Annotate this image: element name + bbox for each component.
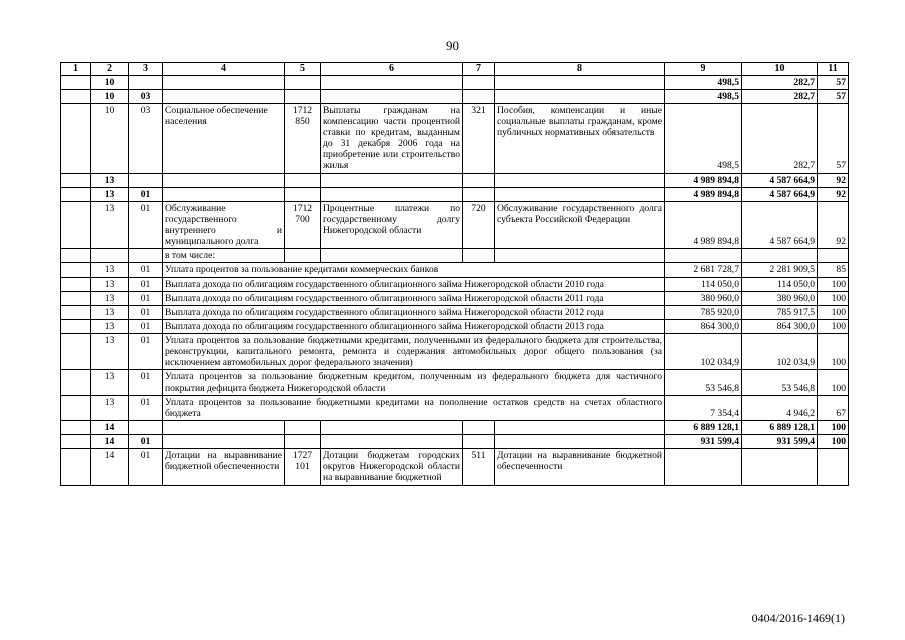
cell-fact: 2 281 909,5 [742,263,818,277]
cell-subsection: 01 [129,277,163,291]
cell-code: 1712 850 [285,103,321,173]
cell-subsection: 03 [129,89,163,103]
cell-plan: 2 681 728,7 [665,263,742,277]
col-header: 6 [321,63,463,76]
cell-description: Выплата дохода по облигациям государственного облигационного займа Нижегородской области 2013 года [163,319,665,333]
cell-type-code: 321 [463,103,495,173]
cell-subsection: 01 [129,435,163,449]
cell-section: 13 [91,187,129,201]
cell-expense-item: Дотации бюджетам городских округов Нижегородской области на выравнивание бюджетной [321,449,463,485]
cell-fact: 931 599,4 [742,435,818,449]
cell-section: 13 [91,319,129,333]
cell-section: 14 [91,420,129,434]
cell-section: 14 [91,435,129,449]
cell-section: 13 [91,173,129,187]
cell-code: 1712 700 [285,201,321,249]
table-row [61,277,849,291]
cell-percent: 57 [818,103,849,173]
cell-fact: 53 546,8 [742,370,818,395]
cell-program: Дотации на выравнивание бюджетной обеспеченности [163,449,285,485]
cell-expense-item: Процентные платежи по государственному долгу Нижегородской области [321,201,463,249]
cell-section: 13 [91,201,129,249]
cell-plan: 53 546,8 [665,370,742,395]
cell-type-name: Дотации на выравнивание бюджетной обеспеченности [495,449,665,485]
cell-fact: 785 917,5 [742,305,818,319]
cell-expense-item: Выплаты гражданам на компенсацию части процентной ставки по кредитам, выданным до 31 декабря 2006 года на приобретение или строительство жилья [321,103,463,173]
col-header: 7 [463,63,495,76]
cell-description: Выплата дохода по облигациям государственного облигационного займа Нижегородской области 2012 года [163,305,665,319]
cell-percent: 92 [818,187,849,201]
cell-subsection: 01 [129,291,163,305]
cell-subsection: 01 [129,187,163,201]
cell-plan: 785 920,0 [665,305,742,319]
cell-section: 13 [91,305,129,319]
col-header: 3 [129,63,163,76]
cell-section: 14 [91,449,129,485]
table-row [61,420,849,434]
cell-fact: 4 587 664,9 [742,187,818,201]
cell-percent: 100 [818,420,849,434]
budget-table [60,62,849,486]
cell-fact: 4 587 664,9 [742,173,818,187]
cell-description: Выплата дохода по облигациям государственного облигационного займа Нижегородской области 2010 года [163,277,665,291]
cell-section: 10 [91,75,129,89]
table-row [61,319,849,333]
table-row [61,435,849,449]
cell-fact: 102 034,9 [742,334,818,370]
col-header: 2 [91,63,129,76]
cell-plan: 498,5 [665,103,742,173]
cell-type-name: Обслуживание государственного долга субъекта Российской Федерации [495,201,665,249]
cell-percent: 92 [818,201,849,249]
cell-fact: 114 050,0 [742,277,818,291]
cell-subsection: 01 [129,449,163,485]
table-row [61,263,849,277]
header-row [61,63,849,76]
cell-percent: 100 [818,334,849,370]
cell-plan: 498,5 [665,89,742,103]
cell-description: Выплата дохода по облигациям государственного облигационного займа Нижегородской области 2011 года [163,291,665,305]
cell-section: 13 [91,291,129,305]
table-row [61,249,849,263]
cell-percent: 100 [818,305,849,319]
cell-plan: 498,5 [665,75,742,89]
cell-section: 13 [91,277,129,291]
cell-plan: 4 989 894,8 [665,173,742,187]
col-header: 10 [742,63,818,76]
cell-plan: 931 599,4 [665,435,742,449]
cell-section: 13 [91,370,129,395]
col-header: 4 [163,63,285,76]
page-number: 90 [446,38,459,53]
cell-description: Уплата процентов за пользование кредитами коммерческих банков [163,263,665,277]
cell-subsection: 01 [129,263,163,277]
cell-fact: 4 587 664,9 [742,201,818,249]
table-row [61,370,849,395]
cell-including-label: в том числе: [163,249,285,263]
cell-description: Уплата процентов за пользование бюджетными кредитами на пополнение остатков средств на счетах областного бюджета [163,395,665,420]
cell-plan: 4 989 894,8 [665,201,742,249]
cell-plan: 4 989 894,8 [665,187,742,201]
cell-description: Уплата процентов за пользование бюджетным кредитом, полученным из федерального бюджета для частичного покрытия дефицита бюджета Нижегородской области [163,370,665,395]
table-row [61,449,849,485]
cell-subsection: 01 [129,201,163,249]
table-row [61,89,849,103]
cell-type-name: Пособия, компенсации и иные социальные выплаты гражданам, кроме публичных нормативных обязательств [495,103,665,173]
cell-fact: 864 300,0 [742,319,818,333]
cell-percent: 100 [818,370,849,395]
cell-percent: 100 [818,435,849,449]
cell-percent: 100 [818,277,849,291]
table-row [61,187,849,201]
cell-section: 13 [91,395,129,420]
cell-fact: 282,7 [742,89,818,103]
col-header: 1 [61,63,91,76]
cell-percent: 100 [818,291,849,305]
col-header: 8 [495,63,665,76]
cell-subsection: 01 [129,319,163,333]
cell-plan: 114 050,0 [665,277,742,291]
cell-subsection: 01 [129,395,163,420]
cell-program: Социальное обеспечение населения [163,103,285,173]
table-row [61,305,849,319]
cell-description: Уплата процентов за пользование бюджетными кредитами, полученными из федерального бюджета для строительства, реконструкции, капитального ремонта, ремонта и содержания автомобильных дорог общего пользования (за исключением автомобильных дорог федерального значения) [163,334,665,370]
cell-fact: 6 889 128,1 [742,420,818,434]
table-row [61,395,849,420]
cell-subsection: 01 [129,305,163,319]
cell-plan: 6 889 128,1 [665,420,742,434]
cell-percent: 100 [818,319,849,333]
cell-subsection: 03 [129,103,163,173]
cell-percent: 85 [818,263,849,277]
cell-plan: 864 300,0 [665,319,742,333]
cell-fact: 282,7 [742,103,818,173]
cell-section: 13 [91,263,129,277]
cell-percent: 57 [818,75,849,89]
cell-code: 1727 101 [285,449,321,485]
table-row [61,201,849,249]
cell-section: 10 [91,89,129,103]
document-number: 0404/2016-1469(1) [751,611,845,625]
col-header: 9 [665,63,742,76]
cell-fact: 380 960,0 [742,291,818,305]
table-row [61,75,849,89]
cell-section: 10 [91,103,129,173]
cell-section: 13 [91,334,129,370]
col-header: 5 [285,63,321,76]
cell-plan: 380 960,0 [665,291,742,305]
cell-subsection: 01 [129,334,163,370]
cell-fact: 4 946,2 [742,395,818,420]
cell-subsection: 01 [129,370,163,395]
col-header: 11 [818,63,849,76]
table-row [61,334,849,370]
cell-fact: 282,7 [742,75,818,89]
table-row [61,103,849,173]
cell-percent: 57 [818,89,849,103]
cell-type-code: 720 [463,201,495,249]
cell-plan: 7 354,4 [665,395,742,420]
cell-plan: 102 034,9 [665,334,742,370]
table-row [61,173,849,187]
cell-percent: 67 [818,395,849,420]
cell-type-code: 511 [463,449,495,485]
table-row [61,291,849,305]
cell-program: Обслуживание государственного внутреннего и муниципального долга [163,201,285,249]
cell-percent: 92 [818,173,849,187]
